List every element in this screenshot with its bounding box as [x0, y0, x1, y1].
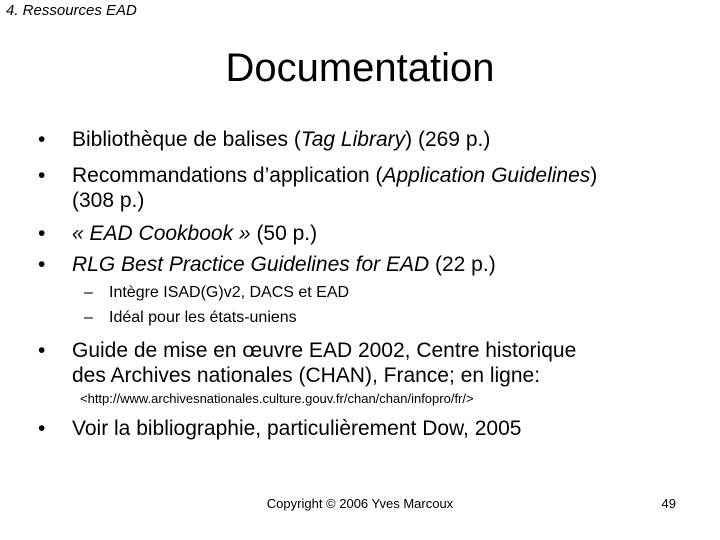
list-item-rlg — [38, 252, 496, 277]
list-item-bibliography — [38, 416, 522, 441]
bullet-icon: • — [38, 128, 46, 151]
list-item-application-guidelines — [38, 163, 598, 213]
dash-icon: – — [84, 309, 93, 326]
item-text: Voir la bibliographie, particulièrement Dow, 2005 — [72, 417, 522, 440]
page-number: 49 — [661, 496, 676, 511]
section-label: 4. Ressources EAD — [6, 2, 137, 19]
item-emphasis: Tag Library — [300, 128, 406, 151]
list-item-chan-guide — [38, 338, 577, 388]
bullet-icon: • — [38, 164, 46, 187]
list-item-tag-library — [38, 127, 491, 152]
item-text: (22 p.) — [429, 253, 496, 276]
item-text: ) — [590, 164, 598, 187]
sub-item-isad — [84, 283, 350, 303]
list-item-cookbook — [38, 221, 318, 246]
item-text: Guide de mise en œuvre EAD 2002, Centre historique — [72, 339, 577, 362]
item-text: ) (269 p.) — [405, 128, 491, 151]
slide-title: Documentation — [225, 46, 495, 90]
sub-item-ideal — [84, 308, 297, 328]
footer-copyright: Copyright © 2006 Yves Marcoux — [266, 496, 454, 511]
item-emphasis: Application Guidelines — [382, 164, 591, 187]
item-continuation: des Archives nationales (CHAN), France; en ligne: — [72, 364, 541, 387]
item-text: Recommandations d’application ( — [72, 164, 383, 187]
bullet-icon: • — [38, 339, 46, 362]
item-continuation: (308 p.) — [72, 189, 145, 212]
dash-icon: – — [84, 284, 93, 301]
chan-url: <http://www.archivesnationales.culture.gouv.fr/chan/chan/infopro/fr/> — [80, 391, 474, 406]
bullet-icon: • — [38, 222, 46, 245]
item-emphasis: RLG Best Practice Guidelines for EAD — [72, 253, 430, 276]
bullet-icon: • — [38, 253, 46, 276]
sub-item-text: Idéal pour les états-uniens — [109, 309, 297, 326]
item-text: (50 p.) — [250, 222, 318, 245]
sub-item-text: Intègre ISAD(G)v2, DACS et EAD — [109, 284, 350, 301]
item-emphasis: « EAD Cookbook » — [72, 222, 251, 245]
item-text: Bibliothèque de balises ( — [72, 128, 301, 151]
bullet-icon: • — [38, 417, 46, 440]
